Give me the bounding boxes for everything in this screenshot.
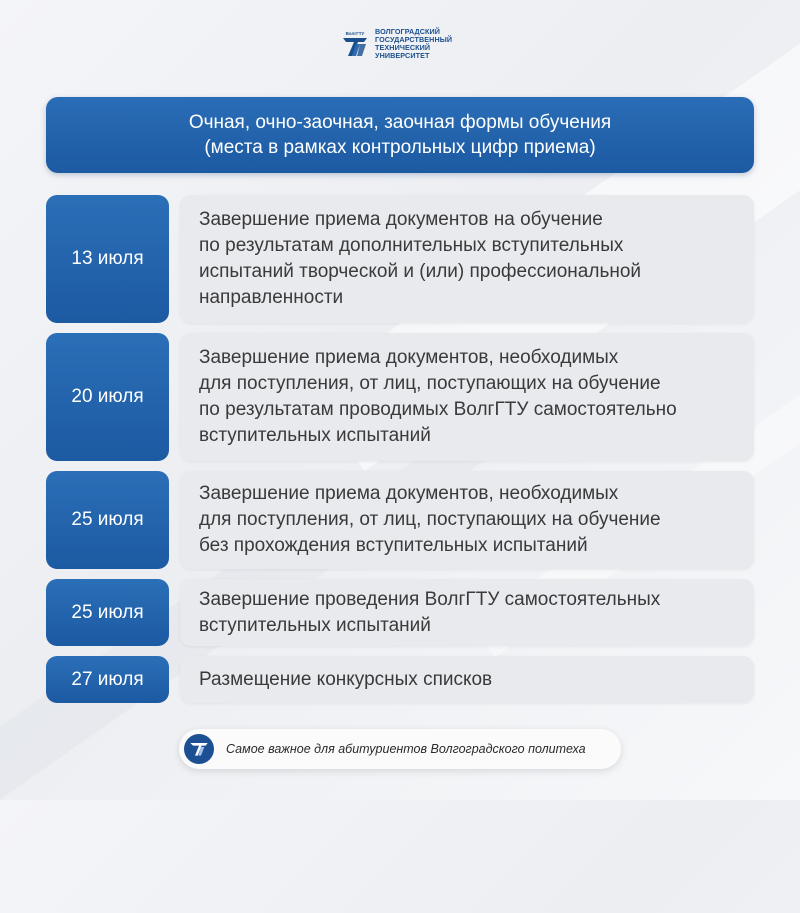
description-line: без прохождения вступительных испытаний — [199, 535, 588, 556]
date-badge — [46, 195, 169, 323]
event-description — [180, 656, 754, 703]
logo-mark-text: ВолгГТУ — [345, 31, 365, 36]
university-emblem-icon — [184, 734, 214, 764]
title-line-1: Очная, очно-заочная, заочная формы обучения — [188, 112, 612, 133]
description-line: Размещение конкурсных списков — [199, 668, 493, 690]
date-badge — [46, 333, 169, 461]
date-label: 25 июля — [71, 601, 144, 623]
schedule-row — [46, 471, 754, 569]
description-line: направленности — [199, 287, 344, 308]
date-badge — [46, 471, 169, 569]
date-badge — [46, 579, 169, 646]
logo-line: ВОЛГОГРАДСКИЙ — [375, 27, 441, 36]
date-label: 25 июля — [71, 509, 144, 530]
description-line: по результатам дополнительных вступительных — [199, 235, 624, 256]
logo-line: ТЕХНИЧЕСКИЙ — [375, 43, 431, 52]
date-label: 20 июля — [71, 386, 144, 407]
logo-line: УНИВЕРСИТЕТ — [375, 51, 430, 60]
title-line-2: (места в рамках контрольных цифр приема) — [204, 137, 596, 158]
university-name — [375, 28, 452, 60]
footer-text: Самое важное для абитуриентов Волгоградского политеха — [226, 742, 586, 756]
schedule-row — [46, 195, 754, 323]
schedule-row — [46, 333, 754, 461]
date-label: 13 июля — [71, 248, 144, 269]
university-logo — [340, 22, 470, 66]
description-line: по результатам проводимых ВолгГТУ самостоятельно — [199, 399, 677, 420]
event-description — [180, 195, 754, 323]
event-description — [180, 471, 754, 569]
description-line: Завершение приема документов, необходимых — [199, 483, 619, 504]
event-description — [180, 333, 754, 461]
schedule-row — [46, 579, 754, 646]
logo-line: ГОСУДАРСТВЕННЫЙ — [375, 35, 453, 44]
description-line: Завершение проведения ВолгГТУ самостоятельных — [199, 588, 661, 610]
description-line: вступительных испытаний — [199, 425, 431, 446]
date-badge — [46, 656, 169, 703]
description-line: вступительных испытаний — [199, 614, 431, 636]
description-line: Завершение приема документов на обучение — [199, 209, 603, 230]
footer-banner — [179, 729, 621, 769]
event-description — [180, 579, 754, 646]
description-line: испытаний творческой и (или) профессиональной — [199, 261, 642, 282]
university-emblem-icon — [340, 29, 370, 59]
description-line: для поступления, от лиц, поступающих на обучение — [199, 509, 661, 530]
date-label: 27 июля — [71, 668, 144, 690]
page-title — [46, 97, 754, 173]
description-line: Завершение приема документов, необходимых — [199, 347, 619, 368]
schedule-row — [46, 656, 754, 703]
description-line: для поступления, от лиц, поступающих на обучение — [199, 373, 661, 394]
